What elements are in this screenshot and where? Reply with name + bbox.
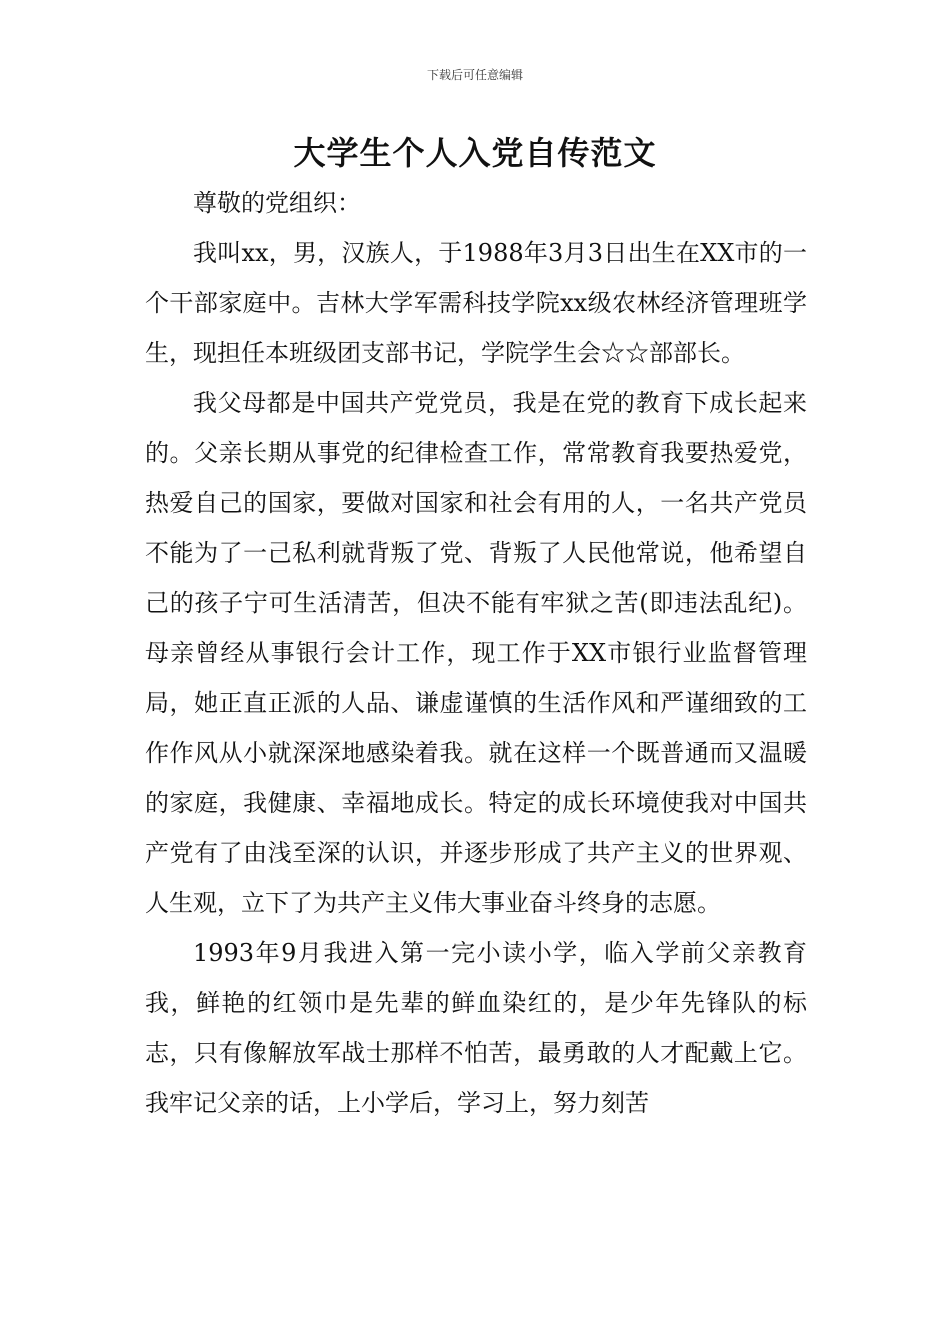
paragraph: 1993年9月我进入第一完小读小学，临入学前父亲教育我，鲜艳的红领巾是先辈的鲜血染红的，是少年先锋队的标志，只有像解放军战士那样不怕苦，最勇敢的人才配戴上它。我牢记父亲的话，上小学后，学习上，努力刻苦 [145,939,807,1117]
paragraph: 我父母都是中国共产党党员，我是在党的教育下成长起来的。父亲长期从事党的纪律检查工作，常常教育我要热爱党，热爱自己的国家，要做对国家和社会有用的人，一名共产党员不能为了一己私利就背叛了党、背叛了人民他常说，他希望自己的孩子宁可生活清苦，但决不能有牢狱之苦(即违法乱纪)。母亲曾经从事银行会计工作，现工作于XX市银行业监督管理局，她正直正派的人品、谦虚谨慎的生活作风和严谨细致的工作作风从小就深深地感染着我。就在这样一个既普通而又温暖的家庭，我健康、幸福地成长。特定的成长环境使我对中国共产党有了由浅至深的认识，并逐步形成了共产主义的世界观、人生观，立下了为共产主义伟大事业奋斗终身的志愿。 [145,389,807,917]
document-body [145,178,807,1128]
paragraph: 我叫xx，男，汉族人，于1988年3月3日出生在XX市的一个干部家庭中。吉林大学军需科技学院xx级农林经济管理班学生，现担任本班级团支部书记，学院学生会☆☆部部长。 [145,239,807,367]
salutation: 尊敬的党组织： [193,189,361,217]
header-note: 下载后可任意编辑 [426,68,523,82]
document-title: 大学生个人入党自传范文 [293,134,657,172]
